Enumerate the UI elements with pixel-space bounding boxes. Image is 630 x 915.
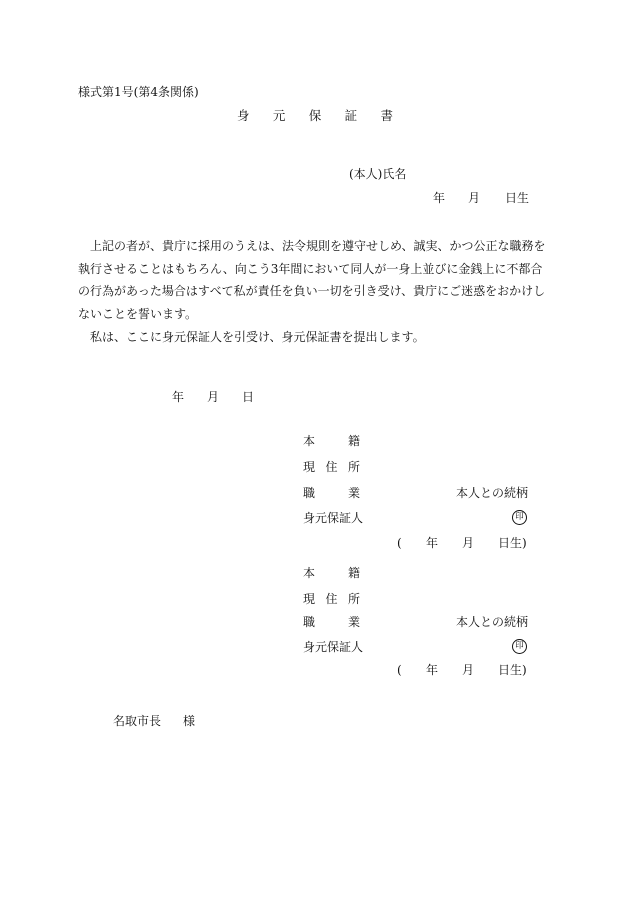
birth-day: 日生) bbox=[498, 663, 527, 677]
body-paragraph-2: 私は、ここに身元保証人を引受け、身元保証書を提出します。 bbox=[90, 329, 425, 344]
honseki-label: 本 籍 bbox=[303, 434, 360, 448]
date-year: 年 bbox=[172, 390, 185, 404]
title-char: 身 bbox=[237, 108, 250, 123]
birth-year: 年 bbox=[433, 191, 446, 205]
title-char: 保 bbox=[308, 108, 322, 123]
seal-mark: 印 bbox=[512, 639, 527, 654]
addressee-name: 名取市長 bbox=[113, 714, 162, 728]
relation-label: 本人との続柄 bbox=[456, 615, 529, 629]
relation-label: 本人との続柄 bbox=[456, 486, 529, 500]
occupation-label: 職 業 bbox=[303, 615, 360, 629]
date-day: 日 bbox=[242, 390, 255, 404]
birth-day: 日生 bbox=[505, 191, 530, 205]
body-text bbox=[78, 235, 548, 349]
birth-year: 年 bbox=[426, 536, 439, 550]
birth-open-paren: ( bbox=[397, 536, 402, 550]
addressee-honorific: 様 bbox=[183, 714, 196, 728]
birth-month: 月 bbox=[462, 536, 475, 550]
birth-open-paren: ( bbox=[397, 663, 402, 677]
document-title bbox=[237, 110, 393, 123]
seal-mark: 印 bbox=[512, 510, 527, 525]
birth-year: 年 bbox=[426, 663, 439, 677]
date-month: 月 bbox=[207, 390, 220, 404]
occupation-label: 職 業 bbox=[303, 486, 360, 500]
birth-month: 月 bbox=[468, 191, 481, 205]
birth-month: 月 bbox=[462, 663, 475, 677]
body-paragraph-1: 上記の者が、貴庁に採用のうえは、法令規則を遵守せしめ、誠実、かつ公正な職務を執行させることはもちろん、向こう3年間において同人が一身上並びに金銭上に不都合の行為があった場合はすべて私が責任を負い一切を引き受け、貴庁にご迷惑をおかけしないことを誓います。 bbox=[78, 239, 546, 322]
title-char: 元 bbox=[272, 108, 286, 123]
honseki-label: 本 籍 bbox=[303, 566, 360, 580]
guarantor-label: 身元保証人 bbox=[303, 640, 364, 654]
birth-day: 日生) bbox=[498, 536, 527, 550]
principal-name-label: (本人)氏名 bbox=[349, 167, 407, 181]
title-char: 書 bbox=[380, 108, 393, 123]
address-label: 現 住 所 bbox=[303, 460, 360, 474]
title-char: 証 bbox=[344, 108, 358, 123]
form-number: 様式第1号(第4条関係) bbox=[78, 85, 199, 99]
address-label: 現 住 所 bbox=[303, 592, 360, 606]
addressee bbox=[113, 715, 195, 727]
guarantor-label: 身元保証人 bbox=[303, 511, 364, 525]
